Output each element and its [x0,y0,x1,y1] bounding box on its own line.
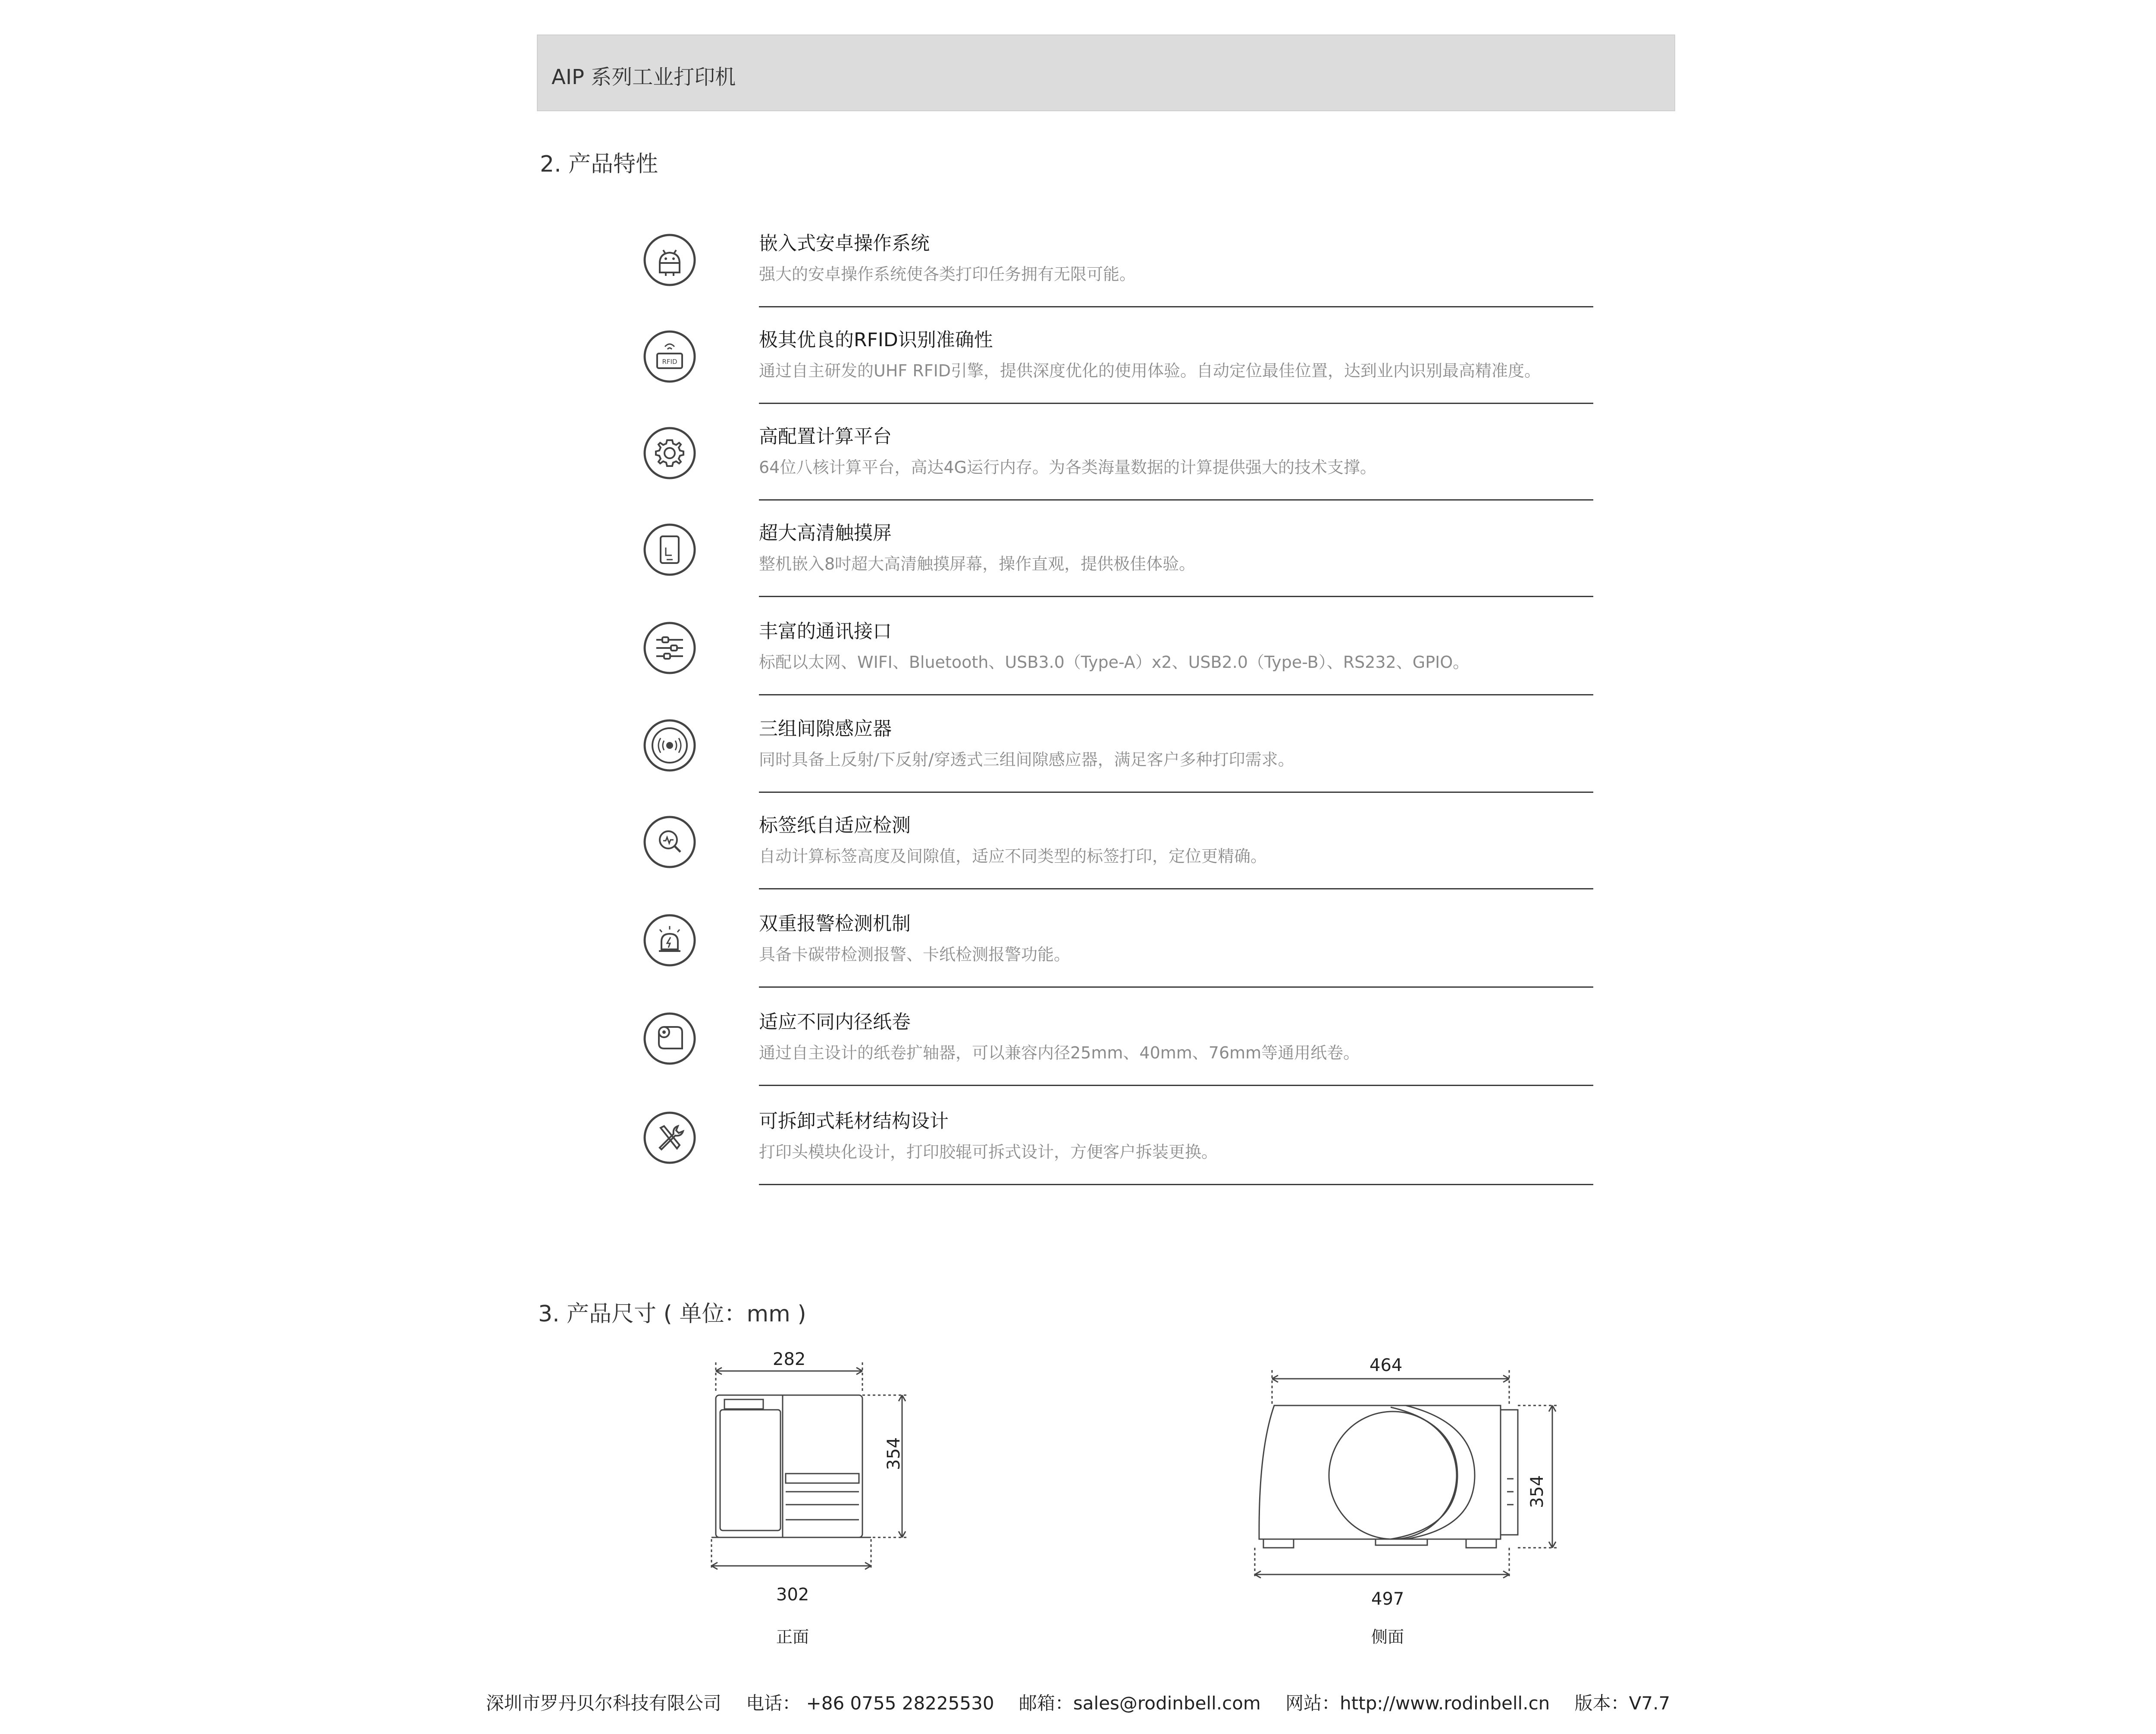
printer-side-view [1250,1362,1561,1604]
footer-company: 深圳市罗丹贝尔科技有限公司 [486,1693,721,1714]
divider [759,694,1593,695]
divider [759,1184,1593,1185]
feature-title: 可拆卸式耗材结构设计 [759,1110,949,1132]
feature-desc: 具备卡碳带检测报警、卡纸检测报警功能。 [759,945,1071,964]
feature-item [642,599,1591,697]
gear-icon [642,426,697,480]
tools-icon [642,1111,697,1165]
feature-desc: 通过自主设计的纸卷扩轴器，可以兼容内径25mm、40mm、76mm等通用纸卷。 [759,1043,1360,1062]
front-view-caption: 正面 [776,1628,809,1646]
side-view-caption: 侧面 [1371,1628,1404,1646]
feature-desc: 自动计算标签高度及间隙值，适应不同类型的标签打印，定位更精确。 [759,847,1267,866]
android-icon [642,233,697,287]
feature-desc: 整机嵌入8吋超大高清触摸屏幕，操作直观，提供极佳体验。 [759,554,1196,573]
magnifier-wave-icon [642,815,697,869]
front-top-dimension: 282 [773,1349,806,1369]
divider [759,1085,1593,1086]
feature-title: 嵌入式安卓操作系统 [759,232,930,254]
feature-item [642,892,1591,989]
feature-item [642,308,1591,405]
front-bottom-dimension: 302 [776,1585,809,1605]
feature-desc: 强大的安卓操作系统使各类打印任务拥有无限可能。 [759,265,1136,284]
feature-title: 丰富的通讯接口 [759,620,892,642]
front-height-dimension: 354 [884,1437,904,1470]
footer [0,1689,2156,1715]
feature-item [642,793,1591,891]
svg-text:RFID: RFID [662,358,677,366]
alarm-icon [642,913,697,967]
feature-title: 标签纸自适应检测 [759,814,911,836]
paper-roll-icon [642,1011,697,1066]
footer-email: 邮箱：sales@rodinbell.com [1018,1693,1261,1714]
divider [759,888,1593,889]
feature-desc: 同时具备上反射/下反射/穿透式三组间隙感应器，满足客户多种打印需求。 [759,750,1294,769]
footer-website: 网站：http://www.rodinbell.cn [1285,1693,1550,1714]
side-height-dimension: 354 [1527,1475,1547,1508]
touchscreen-icon [642,523,697,577]
feature-desc: 标配以太网、WIFI、Bluetooth、USB3.0（Type-A）x2、USB2.0（Type-B）、RS232、GPIO。 [759,653,1470,672]
feature-title: 双重报警检测机制 [759,913,911,935]
section-title-features: 2. 产品特性 [540,151,658,177]
divider [759,986,1593,988]
feature-item [642,1089,1591,1186]
footer-phone: 电话： +86 0755 28225530 [746,1693,994,1714]
feature-title: 三组间隙感应器 [759,718,892,740]
feature-item [642,404,1591,502]
feature-item [642,697,1591,794]
page-title: AIP 系列工业打印机 [552,65,736,89]
section-title-dimensions: 3. 产品尺寸 ( 单位：mm ) [538,1301,806,1327]
divider [759,596,1593,597]
rfid-icon [642,329,697,384]
feature-item [642,990,1591,1087]
divider [759,499,1593,501]
header-bar [537,34,1675,111]
feature-title: 适应不同内径纸卷 [759,1011,911,1033]
feature-item [642,501,1591,598]
feature-title: 极其优良的RFID识别准确性 [759,329,993,351]
feature-item [642,211,1591,309]
feature-desc: 打印头模块化设计，打印胶辊可拆式设计，方便客户拆装更换。 [759,1142,1218,1161]
printer-front-view [707,1358,923,1599]
sensor-icon [642,718,697,773]
side-top-dimension: 464 [1369,1355,1403,1375]
footer-version: 版本：V7.7 [1574,1693,1670,1714]
feature-desc: 64位八核计算平台，高达4G运行内存。为各类海量数据的计算提供强大的技术支撑。 [759,458,1376,477]
divider [759,792,1593,793]
feature-title: 超大高清触摸屏 [759,522,892,544]
feature-title: 高配置计算平台 [759,426,892,448]
sliders-icon [642,621,697,675]
divider [759,306,1593,307]
side-bottom-dimension: 497 [1371,1589,1404,1609]
divider [759,403,1593,404]
feature-desc: 通过自主研发的UHF RFID引擎，提供深度优化的使用体验。自动定位最佳位置，达到业内识别最高精准度。 [759,361,1541,380]
